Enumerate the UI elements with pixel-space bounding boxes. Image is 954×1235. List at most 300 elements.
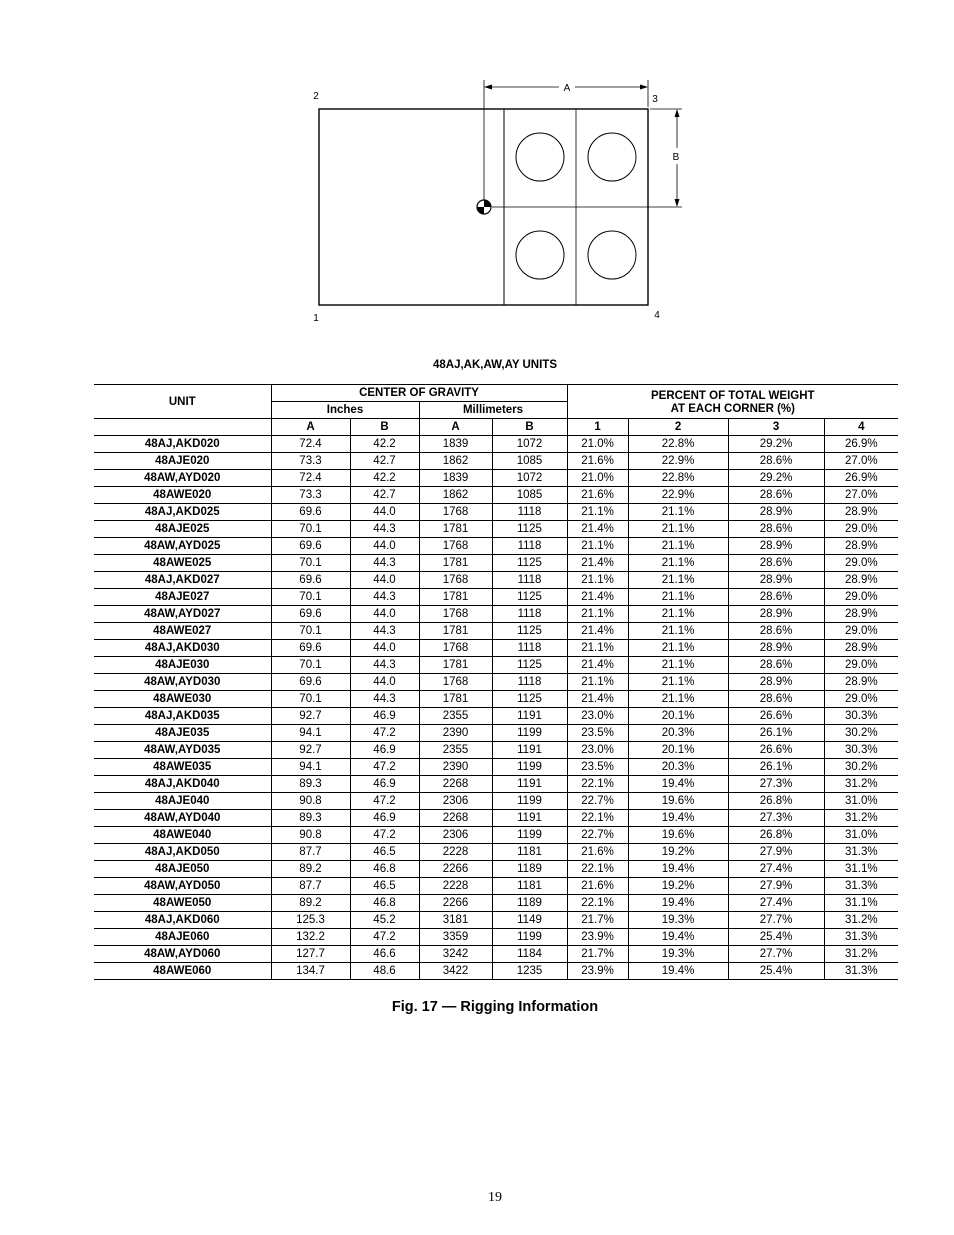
- value-cell: 87.7: [271, 844, 350, 861]
- value-cell: 1199: [492, 725, 567, 742]
- value-cell: 21.4%: [567, 555, 628, 572]
- value-cell: 2268: [419, 810, 492, 827]
- value-cell: 27.7%: [728, 946, 824, 963]
- value-cell: 125.3: [271, 912, 350, 929]
- value-cell: 21.0%: [567, 436, 628, 453]
- value-cell: 1768: [419, 572, 492, 589]
- value-cell: 19.2%: [628, 844, 728, 861]
- value-cell: 1085: [492, 487, 567, 504]
- header-inches: Inches: [271, 402, 419, 419]
- header-col-inches-b: B: [350, 419, 419, 436]
- unit-cell: 48AWE020: [94, 487, 271, 504]
- header-col-corner-3: 3: [728, 419, 824, 436]
- value-cell: 72.4: [271, 470, 350, 487]
- value-cell: 29.0%: [824, 521, 898, 538]
- header-percent-weight: [567, 385, 898, 419]
- value-cell: 90.8: [271, 827, 350, 844]
- value-cell: 1085: [492, 453, 567, 470]
- value-cell: 29.0%: [824, 589, 898, 606]
- value-cell: 29.2%: [728, 470, 824, 487]
- value-cell: 25.4%: [728, 963, 824, 980]
- unit-cell: 48AJE025: [94, 521, 271, 538]
- value-cell: 1125: [492, 623, 567, 640]
- value-cell: 31.3%: [824, 963, 898, 980]
- value-cell: 21.1%: [628, 657, 728, 674]
- value-cell: 21.1%: [628, 504, 728, 521]
- value-cell: 44.3: [350, 691, 419, 708]
- table-row: [94, 708, 898, 725]
- value-cell: 3422: [419, 963, 492, 980]
- corner-label-3: 3: [652, 94, 658, 105]
- value-cell: 1125: [492, 691, 567, 708]
- header-millimeters: Millimeters: [419, 402, 567, 419]
- dim-b-arrow-bottom: [675, 199, 680, 207]
- value-cell: 21.1%: [628, 623, 728, 640]
- value-cell: 26.6%: [728, 742, 824, 759]
- table-row: [94, 946, 898, 963]
- table-row: [94, 929, 898, 946]
- value-cell: 92.7: [271, 708, 350, 725]
- value-cell: 28.6%: [728, 487, 824, 504]
- value-cell: 1839: [419, 470, 492, 487]
- value-cell: 27.4%: [728, 895, 824, 912]
- value-cell: 47.2: [350, 793, 419, 810]
- value-cell: 1199: [492, 929, 567, 946]
- page-number: 19: [488, 1190, 502, 1205]
- value-cell: 70.1: [271, 657, 350, 674]
- header-col-inches-a: A: [271, 419, 350, 436]
- value-cell: 44.3: [350, 657, 419, 674]
- value-cell: 21.4%: [567, 623, 628, 640]
- unit-cell: 48AWE050: [94, 895, 271, 912]
- table-row: [94, 827, 898, 844]
- table-row: [94, 504, 898, 521]
- value-cell: 20.3%: [628, 725, 728, 742]
- value-cell: 1781: [419, 657, 492, 674]
- unit-cell: 48AW,AYD035: [94, 742, 271, 759]
- value-cell: 1781: [419, 623, 492, 640]
- value-cell: 28.6%: [728, 623, 824, 640]
- value-cell: 19.4%: [628, 776, 728, 793]
- value-cell: 1768: [419, 538, 492, 555]
- value-cell: 2355: [419, 708, 492, 725]
- value-cell: 22.7%: [567, 827, 628, 844]
- value-cell: 22.8%: [628, 436, 728, 453]
- value-cell: 47.2: [350, 827, 419, 844]
- value-cell: 28.9%: [824, 606, 898, 623]
- fan-circle-2: [588, 133, 636, 181]
- value-cell: 26.9%: [824, 436, 898, 453]
- value-cell: 28.9%: [824, 572, 898, 589]
- value-cell: 44.3: [350, 521, 419, 538]
- table-row: [94, 572, 898, 589]
- table-row: [94, 538, 898, 555]
- value-cell: 2266: [419, 861, 492, 878]
- value-cell: 127.7: [271, 946, 350, 963]
- value-cell: 29.2%: [728, 436, 824, 453]
- value-cell: 2268: [419, 776, 492, 793]
- value-cell: 1199: [492, 827, 567, 844]
- unit-cell: 48AJE035: [94, 725, 271, 742]
- value-cell: 44.3: [350, 623, 419, 640]
- header-col-corner-2: 2: [628, 419, 728, 436]
- value-cell: 2228: [419, 878, 492, 895]
- value-cell: 28.9%: [728, 538, 824, 555]
- dim-a-arrow-left: [484, 85, 492, 90]
- unit-cell: 48AJ,AKD060: [94, 912, 271, 929]
- value-cell: 1118: [492, 504, 567, 521]
- header-col-mm-a: A: [419, 419, 492, 436]
- table-row: [94, 453, 898, 470]
- value-cell: 28.9%: [824, 538, 898, 555]
- unit-cell: 48AW,AYD030: [94, 674, 271, 691]
- value-cell: 23.5%: [567, 725, 628, 742]
- value-cell: 2266: [419, 895, 492, 912]
- value-cell: 47.2: [350, 929, 419, 946]
- value-cell: 21.6%: [567, 878, 628, 895]
- table-row: [94, 912, 898, 929]
- rigging-table: [94, 384, 898, 980]
- value-cell: 26.1%: [728, 759, 824, 776]
- value-cell: 1862: [419, 453, 492, 470]
- value-cell: 89.3: [271, 776, 350, 793]
- unit-cell: 48AW,AYD050: [94, 878, 271, 895]
- corner-label-1: 1: [313, 313, 319, 324]
- value-cell: 21.4%: [567, 521, 628, 538]
- unit-cell: 48AJE040: [94, 793, 271, 810]
- value-cell: 28.9%: [824, 674, 898, 691]
- value-cell: 20.1%: [628, 708, 728, 725]
- value-cell: 31.0%: [824, 827, 898, 844]
- value-cell: 26.9%: [824, 470, 898, 487]
- value-cell: 19.6%: [628, 793, 728, 810]
- value-cell: 44.0: [350, 674, 419, 691]
- value-cell: 27.7%: [728, 912, 824, 929]
- unit-cell: 48AJ,AKD040: [94, 776, 271, 793]
- value-cell: 2390: [419, 759, 492, 776]
- unit-cell: 48AW,AYD040: [94, 810, 271, 827]
- table-row: [94, 759, 898, 776]
- value-cell: 1768: [419, 674, 492, 691]
- table-row: [94, 725, 898, 742]
- value-cell: 21.4%: [567, 691, 628, 708]
- value-cell: 31.1%: [824, 895, 898, 912]
- value-cell: 2390: [419, 725, 492, 742]
- table-title: 48AJ,AK,AW,AY UNITS: [433, 359, 557, 371]
- value-cell: 31.3%: [824, 844, 898, 861]
- value-cell: 28.6%: [728, 657, 824, 674]
- table-body: [94, 436, 898, 980]
- value-cell: 28.9%: [728, 572, 824, 589]
- figure-caption: Fig. 17 — Rigging Information: [391, 999, 599, 1015]
- value-cell: 23.9%: [567, 963, 628, 980]
- table-row: [94, 742, 898, 759]
- value-cell: 1781: [419, 691, 492, 708]
- unit-cell: 48AW,AYD027: [94, 606, 271, 623]
- table-row: [94, 606, 898, 623]
- value-cell: 21.1%: [628, 572, 728, 589]
- value-cell: 20.1%: [628, 742, 728, 759]
- unit-cell: 48AJ,AKD035: [94, 708, 271, 725]
- value-cell: 2306: [419, 793, 492, 810]
- value-cell: 21.1%: [567, 606, 628, 623]
- unit-cell: 48AJE020: [94, 453, 271, 470]
- value-cell: 72.4: [271, 436, 350, 453]
- value-cell: 1768: [419, 640, 492, 657]
- table-row: [94, 470, 898, 487]
- unit-cell: 48AJE050: [94, 861, 271, 878]
- value-cell: 22.1%: [567, 861, 628, 878]
- value-cell: 1118: [492, 538, 567, 555]
- value-cell: 21.1%: [567, 640, 628, 657]
- table-row: [94, 487, 898, 504]
- value-cell: 19.3%: [628, 946, 728, 963]
- value-cell: 28.9%: [824, 504, 898, 521]
- unit-cell: 48AJE030: [94, 657, 271, 674]
- value-cell: 70.1: [271, 589, 350, 606]
- value-cell: 42.2: [350, 470, 419, 487]
- value-cell: 44.0: [350, 504, 419, 521]
- dim-a-label: A: [563, 83, 571, 94]
- table-row: [94, 963, 898, 980]
- value-cell: 21.1%: [628, 589, 728, 606]
- value-cell: 47.2: [350, 725, 419, 742]
- value-cell: 44.0: [350, 606, 419, 623]
- value-cell: 22.9%: [628, 453, 728, 470]
- value-cell: 46.9: [350, 742, 419, 759]
- value-cell: 1118: [492, 572, 567, 589]
- value-cell: 46.6: [350, 946, 419, 963]
- value-cell: 1125: [492, 657, 567, 674]
- header-col-corner-1: 1: [567, 419, 628, 436]
- value-cell: 23.0%: [567, 708, 628, 725]
- value-cell: 27.3%: [728, 810, 824, 827]
- unit-cell: 48AJ,AKD030: [94, 640, 271, 657]
- value-cell: 22.8%: [628, 470, 728, 487]
- table-row: [94, 640, 898, 657]
- fan-circle-4: [588, 231, 636, 279]
- value-cell: 28.6%: [728, 453, 824, 470]
- value-cell: 3242: [419, 946, 492, 963]
- value-cell: 132.2: [271, 929, 350, 946]
- fan-circle-1: [516, 133, 564, 181]
- corner-label-2: 2: [313, 91, 319, 102]
- value-cell: 21.4%: [567, 657, 628, 674]
- value-cell: 1072: [492, 436, 567, 453]
- unit-cell: 48AJ,AKD020: [94, 436, 271, 453]
- value-cell: 26.1%: [728, 725, 824, 742]
- value-cell: 19.4%: [628, 861, 728, 878]
- header-unit-blank: [94, 419, 271, 436]
- unit-cell: 48AJ,AKD050: [94, 844, 271, 861]
- value-cell: 26.8%: [728, 827, 824, 844]
- value-cell: 29.0%: [824, 555, 898, 572]
- value-cell: 46.8: [350, 895, 419, 912]
- value-cell: 46.9: [350, 810, 419, 827]
- value-cell: 3359: [419, 929, 492, 946]
- unit-cell: 48AJE060: [94, 929, 271, 946]
- value-cell: 23.9%: [567, 929, 628, 946]
- table-row: [94, 844, 898, 861]
- unit-cell: 48AWE025: [94, 555, 271, 572]
- value-cell: 26.6%: [728, 708, 824, 725]
- value-cell: 22.1%: [567, 810, 628, 827]
- unit-cell: 48AJE027: [94, 589, 271, 606]
- value-cell: 31.0%: [824, 793, 898, 810]
- value-cell: 21.6%: [567, 844, 628, 861]
- value-cell: 42.7: [350, 453, 419, 470]
- value-cell: 42.2: [350, 436, 419, 453]
- value-cell: 1191: [492, 742, 567, 759]
- value-cell: 1839: [419, 436, 492, 453]
- value-cell: 21.1%: [628, 691, 728, 708]
- unit-cell: 48AJ,AKD025: [94, 504, 271, 521]
- table-row: [94, 436, 898, 453]
- value-cell: 73.3: [271, 453, 350, 470]
- value-cell: 21.1%: [628, 674, 728, 691]
- value-cell: 87.7: [271, 878, 350, 895]
- value-cell: 30.2%: [824, 725, 898, 742]
- value-cell: 28.9%: [824, 640, 898, 657]
- value-cell: 19.4%: [628, 963, 728, 980]
- value-cell: 70.1: [271, 691, 350, 708]
- value-cell: 31.2%: [824, 810, 898, 827]
- value-cell: 44.3: [350, 589, 419, 606]
- table-row: [94, 793, 898, 810]
- value-cell: 42.7: [350, 487, 419, 504]
- table-row: [94, 861, 898, 878]
- value-cell: 20.3%: [628, 759, 728, 776]
- unit-cell: 48AW,AYD020: [94, 470, 271, 487]
- value-cell: 69.6: [271, 674, 350, 691]
- value-cell: 28.9%: [728, 640, 824, 657]
- value-cell: 1181: [492, 878, 567, 895]
- value-cell: 1118: [492, 606, 567, 623]
- value-cell: 89.2: [271, 895, 350, 912]
- value-cell: 2355: [419, 742, 492, 759]
- value-cell: 27.9%: [728, 878, 824, 895]
- fan-circle-3: [516, 231, 564, 279]
- value-cell: 21.7%: [567, 912, 628, 929]
- header-percent-line1: PERCENT OF TOTAL WEIGHT: [651, 390, 815, 402]
- unit-cell: 48AWE035: [94, 759, 271, 776]
- value-cell: 28.6%: [728, 555, 824, 572]
- table-row: [94, 555, 898, 572]
- unit-cell: 48AWE040: [94, 827, 271, 844]
- value-cell: 69.6: [271, 640, 350, 657]
- value-cell: 2228: [419, 844, 492, 861]
- value-cell: 1235: [492, 963, 567, 980]
- dim-b-label: B: [672, 152, 680, 163]
- value-cell: 31.3%: [824, 929, 898, 946]
- value-cell: 22.1%: [567, 776, 628, 793]
- value-cell: 1149: [492, 912, 567, 929]
- value-cell: 30.3%: [824, 742, 898, 759]
- value-cell: 23.5%: [567, 759, 628, 776]
- value-cell: 21.7%: [567, 946, 628, 963]
- value-cell: 1184: [492, 946, 567, 963]
- value-cell: 31.2%: [824, 946, 898, 963]
- value-cell: 90.8: [271, 793, 350, 810]
- rigging-diagram: [300, 70, 700, 340]
- value-cell: 1118: [492, 640, 567, 657]
- value-cell: 30.2%: [824, 759, 898, 776]
- value-cell: 46.8: [350, 861, 419, 878]
- table-row: [94, 878, 898, 895]
- value-cell: 28.9%: [728, 674, 824, 691]
- header-percent-line2: AT EACH CORNER (%): [670, 403, 795, 415]
- table-row: [94, 623, 898, 640]
- value-cell: 48.6: [350, 963, 419, 980]
- value-cell: 1781: [419, 589, 492, 606]
- value-cell: 46.9: [350, 708, 419, 725]
- unit-cell: 48AWE030: [94, 691, 271, 708]
- unit-cell: 48AW,AYD060: [94, 946, 271, 963]
- value-cell: 21.1%: [567, 538, 628, 555]
- table-row: [94, 776, 898, 793]
- value-cell: 89.2: [271, 861, 350, 878]
- value-cell: 28.6%: [728, 691, 824, 708]
- value-cell: 27.0%: [824, 453, 898, 470]
- value-cell: 28.6%: [728, 589, 824, 606]
- table-row: [94, 657, 898, 674]
- header-col-corner-4: 4: [824, 419, 898, 436]
- value-cell: 19.2%: [628, 878, 728, 895]
- value-cell: 70.1: [271, 555, 350, 572]
- value-cell: 94.1: [271, 725, 350, 742]
- value-cell: 28.6%: [728, 521, 824, 538]
- value-cell: 29.0%: [824, 623, 898, 640]
- value-cell: 1781: [419, 555, 492, 572]
- value-cell: 28.9%: [728, 606, 824, 623]
- value-cell: 1199: [492, 793, 567, 810]
- value-cell: 31.2%: [824, 776, 898, 793]
- corner-label-4: 4: [654, 310, 660, 321]
- value-cell: 1189: [492, 895, 567, 912]
- unit-cell: 48AJ,AKD027: [94, 572, 271, 589]
- value-cell: 70.1: [271, 521, 350, 538]
- value-cell: 46.5: [350, 844, 419, 861]
- value-cell: 1191: [492, 776, 567, 793]
- value-cell: 89.3: [271, 810, 350, 827]
- value-cell: 3181: [419, 912, 492, 929]
- value-cell: 69.6: [271, 606, 350, 623]
- unit-cell: 48AWE060: [94, 963, 271, 980]
- table-row: [94, 810, 898, 827]
- value-cell: 1125: [492, 555, 567, 572]
- value-cell: 21.4%: [567, 589, 628, 606]
- value-cell: 2306: [419, 827, 492, 844]
- table-row: [94, 521, 898, 538]
- table-row: [94, 674, 898, 691]
- value-cell: 47.2: [350, 759, 419, 776]
- value-cell: 31.3%: [824, 878, 898, 895]
- value-cell: 1768: [419, 504, 492, 521]
- value-cell: 21.1%: [567, 504, 628, 521]
- header-center-of-gravity: CENTER OF GRAVITY: [271, 385, 567, 402]
- table-row: [94, 691, 898, 708]
- header-unit: UNIT: [94, 385, 271, 419]
- value-cell: 1125: [492, 521, 567, 538]
- value-cell: 27.3%: [728, 776, 824, 793]
- value-cell: 134.7: [271, 963, 350, 980]
- value-cell: 92.7: [271, 742, 350, 759]
- value-cell: 94.1: [271, 759, 350, 776]
- value-cell: 21.1%: [628, 640, 728, 657]
- value-cell: 22.1%: [567, 895, 628, 912]
- value-cell: 22.9%: [628, 487, 728, 504]
- value-cell: 1125: [492, 589, 567, 606]
